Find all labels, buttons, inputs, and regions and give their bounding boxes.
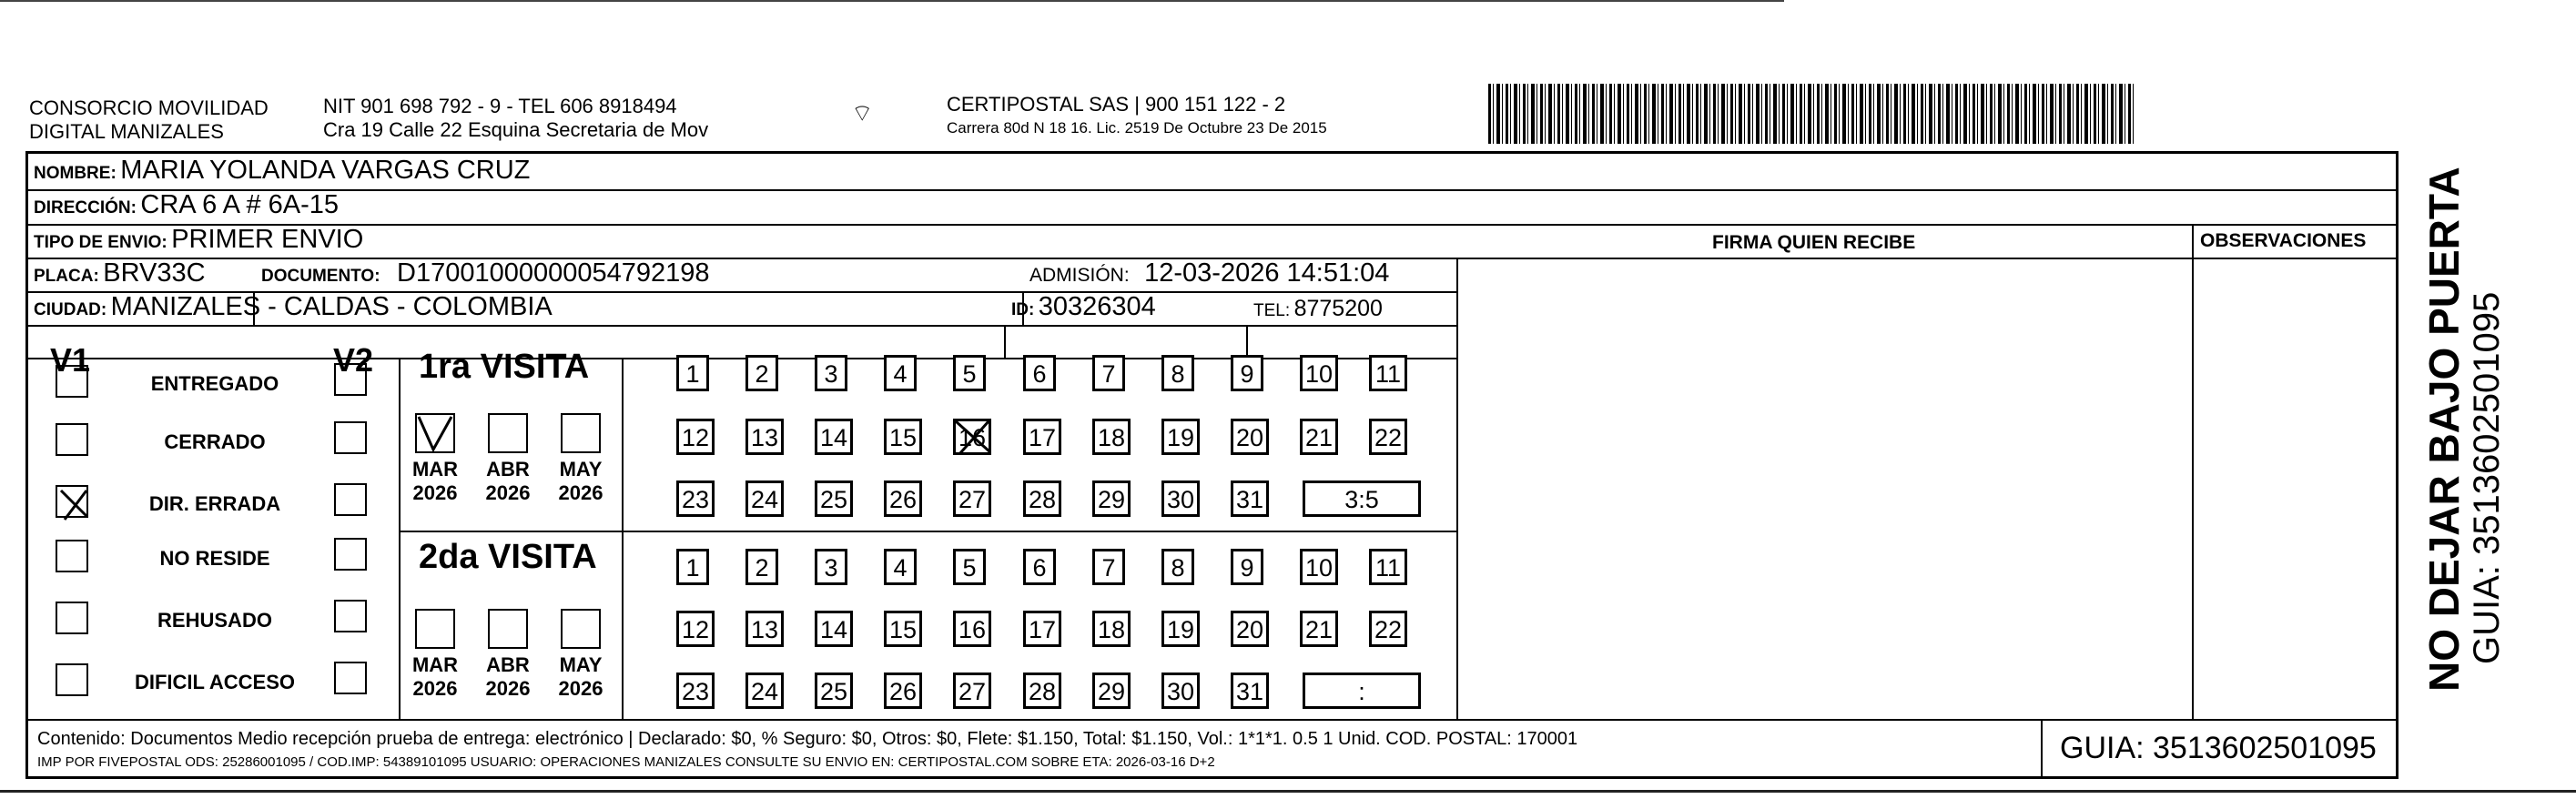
month-name: MAR <box>411 653 459 676</box>
divider <box>2041 719 2043 779</box>
month-label <box>481 458 535 505</box>
month-year: 2026 <box>485 481 531 504</box>
status-v2-checkbox[interactable] <box>334 421 367 454</box>
month-name: MAY <box>559 458 603 480</box>
ciudad-value: MANIZALES - CALDAS - COLOMBIA <box>110 292 553 321</box>
firma-header: FIRMA QUIEN RECIBE <box>1712 232 1916 253</box>
status-label: DIFICIL ACCESO <box>134 671 295 693</box>
nombre-value: MARIA YOLANDA VARGAS CRUZ <box>120 156 531 185</box>
month-label <box>408 653 462 701</box>
status-v1-checkbox[interactable] <box>56 663 88 696</box>
day-box[interactable]: 23 <box>676 673 715 709</box>
day-box[interactable]: 17 <box>1023 419 1061 455</box>
day-box[interactable]: 2 <box>745 549 778 585</box>
day-box[interactable]: 29 <box>1092 673 1131 709</box>
footer-print-info: IMP POR FIVEPOSTAL ODS: 25286001095 / COD.IMP: 54389101095 USUARIO: OPERACIONES MANIZALES CONSULTE SU ENVIO EN: CERTIPOSTAL.COM SOBRE ETA: 2026-03-16 D+2 <box>37 754 1215 770</box>
month-checkbox[interactable] <box>488 609 528 649</box>
divider <box>622 358 624 720</box>
company-line-1: CONSORCIO MOVILIDAD <box>29 96 269 119</box>
placa-row <box>34 258 206 288</box>
tipo-envio-label: TIPO DE ENVIO: <box>34 233 167 252</box>
company-name <box>29 96 269 144</box>
v1-header: V1 <box>50 341 91 379</box>
day-box[interactable]: 2 <box>745 355 778 391</box>
status-label: CERRADO <box>164 430 266 453</box>
divider <box>1004 325 1006 359</box>
company-line-2: DIGITAL MANIZALES <box>29 120 224 143</box>
day-box[interactable]: 14 <box>815 419 853 455</box>
day-box[interactable]: 31 <box>1231 673 1269 709</box>
status-label: DIR. ERRADA <box>148 492 281 515</box>
day-box[interactable]: 21 <box>1300 419 1338 455</box>
day-box[interactable]: 12 <box>676 419 715 455</box>
day-box[interactable]: 19 <box>1161 419 1200 455</box>
status-label: ENTREGADO <box>150 372 279 395</box>
tel-label: TEL: <box>1253 301 1291 320</box>
day-box[interactable]: 8 <box>1161 549 1194 585</box>
day-box[interactable]: 4 <box>884 355 917 391</box>
certipostal-license: Carrera 80d N 18 16. Lic. 2519 De Octubre 23 De 2015 <box>947 119 1327 137</box>
placa-value: BRV33C <box>103 258 206 288</box>
divider <box>28 325 1457 327</box>
day-box[interactable]: 5 <box>953 355 986 391</box>
day-box[interactable]: 13 <box>745 611 784 647</box>
day-box[interactable]: 26 <box>884 673 922 709</box>
day-box[interactable]: 16 <box>953 611 991 647</box>
month-name: ABR <box>486 653 530 676</box>
day-box[interactable]: 3 <box>815 549 847 585</box>
day-box[interactable]: 28 <box>1023 673 1061 709</box>
month-checkbox[interactable] <box>488 413 528 453</box>
nit-line: NIT 901 698 792 - 9 - TEL 606 8918494 <box>323 95 677 117</box>
day-box[interactable]: 18 <box>1092 419 1131 455</box>
ciudad-row <box>34 292 553 322</box>
month-year: 2026 <box>412 481 458 504</box>
month-year: 2026 <box>412 677 458 700</box>
nombre-label: NOMBRE: <box>34 164 117 183</box>
month-checkbox[interactable] <box>561 609 601 649</box>
divider <box>399 358 401 720</box>
day-box[interactable]: 14 <box>815 611 853 647</box>
documento-row <box>261 258 710 288</box>
placa-label: PLACA: <box>34 267 99 286</box>
divider <box>28 224 2399 226</box>
divider <box>399 531 1457 532</box>
tel-value: 8775200 <box>1293 296 1383 321</box>
status-v2-checkbox[interactable] <box>334 600 367 632</box>
address-line: Cra 19 Calle 22 Esquina Secretaria de Mov <box>323 118 709 141</box>
divider <box>28 189 2399 191</box>
status-v1-checkbox[interactable] <box>56 602 88 634</box>
nit-block <box>323 95 708 142</box>
month-label <box>553 458 608 505</box>
day-box[interactable]: 1 <box>676 549 709 585</box>
day-box[interactable]: 10 <box>1300 355 1338 391</box>
day-box[interactable]: 13 <box>745 419 784 455</box>
day-box[interactable]: 9 <box>1231 549 1263 585</box>
time-box[interactable]: 3:5 <box>1303 480 1421 517</box>
certipostal-logo-icon: ⌔ <box>851 99 874 126</box>
month-checkbox[interactable] <box>561 413 601 453</box>
side-guia-number: GUIA: 3513602501095 <box>2467 291 2507 664</box>
documento-label: DOCUMENTO: <box>261 267 380 286</box>
status-v2-checkbox[interactable] <box>334 483 367 516</box>
certipostal-block <box>947 93 1327 140</box>
day-box[interactable]: 11 <box>1369 549 1407 585</box>
day-box[interactable]: 11 <box>1369 355 1407 391</box>
month-name: MAR <box>411 458 459 480</box>
day-box[interactable]: 23 <box>676 480 715 517</box>
barcode <box>1488 84 2135 144</box>
day-box[interactable]: 30 <box>1161 480 1200 517</box>
admision-label: ADMISIÓN: <box>1029 265 1130 286</box>
nombre-row <box>34 156 530 186</box>
day-box[interactable]: 28 <box>1023 480 1061 517</box>
month-checkbox[interactable] <box>415 413 455 453</box>
id-row <box>1011 292 1156 322</box>
top-edge-line <box>0 0 1784 2</box>
day-box[interactable]: 8 <box>1161 355 1194 391</box>
day-box[interactable]: 20 <box>1231 419 1269 455</box>
month-label <box>553 653 608 701</box>
certipostal-line: CERTIPOSTAL SAS | 900 151 122 - 2 <box>947 93 1286 116</box>
day-box[interactable]: 15 <box>884 611 922 647</box>
status-v2-checkbox[interactable] <box>334 538 367 571</box>
observaciones-header: OBSERVACIONES <box>2200 230 2367 251</box>
direccion-label: DIRECCIÓN: <box>34 198 137 217</box>
tipo-envio-value: PRIMER ENVIO <box>171 225 364 254</box>
day-box[interactable]: 12 <box>676 611 715 647</box>
divider <box>28 719 2399 721</box>
month-year: 2026 <box>558 677 603 700</box>
status-v2-checkbox[interactable] <box>334 662 367 694</box>
day-box[interactable]: 29 <box>1092 480 1131 517</box>
id-value: 30326304 <box>1038 292 1156 321</box>
ciudad-label: CIUDAD: <box>34 300 107 319</box>
time-box[interactable]: : <box>1303 673 1421 709</box>
divider <box>2192 224 2194 720</box>
day-box[interactable]: 22 <box>1369 419 1407 455</box>
admision-value: 12-03-2026 14:51:04 <box>1144 258 1390 288</box>
day-box[interactable]: 7 <box>1092 549 1125 585</box>
month-checkbox[interactable] <box>415 609 455 649</box>
day-box[interactable]: 22 <box>1369 611 1407 647</box>
day-box[interactable]: 30 <box>1161 673 1200 709</box>
status-label: NO RESIDE <box>159 547 270 570</box>
day-box[interactable]: 3 <box>815 355 847 391</box>
divider <box>1456 258 1458 720</box>
day-box[interactable]: 27 <box>953 673 991 709</box>
day-box[interactable]: 7 <box>1092 355 1125 391</box>
status-v1-checkbox[interactable] <box>56 540 88 572</box>
day-box[interactable]: 1 <box>676 355 709 391</box>
month-name: MAY <box>559 653 603 676</box>
id-label: ID: <box>1011 300 1035 319</box>
day-box[interactable]: 9 <box>1231 355 1263 391</box>
month-label <box>408 458 462 505</box>
status-v1-checkbox[interactable] <box>56 423 88 456</box>
status-v1-checkbox[interactable] <box>56 485 88 518</box>
delivery-form <box>25 151 2399 779</box>
status-v1-checkbox[interactable] <box>56 365 88 398</box>
guia-number: GUIA: 3513602501095 <box>2060 731 2377 765</box>
day-box[interactable]: 24 <box>745 480 784 517</box>
tel-row <box>1253 296 1383 322</box>
day-box[interactable]: 5 <box>953 549 986 585</box>
day-box[interactable]: 17 <box>1023 611 1061 647</box>
status-label: REHUSADO <box>157 609 272 632</box>
day-box[interactable]: 25 <box>815 673 853 709</box>
divider <box>1246 325 1248 359</box>
admision-row <box>1029 258 1389 288</box>
month-label <box>481 653 535 701</box>
documento-value: D17001000000054792198 <box>397 258 710 288</box>
day-box[interactable]: 24 <box>745 673 784 709</box>
day-box[interactable]: 19 <box>1161 611 1200 647</box>
side-notice <box>2421 127 2507 692</box>
month-year: 2026 <box>485 677 531 700</box>
bottom-edge-line <box>0 790 2576 793</box>
day-box[interactable]: 31 <box>1231 480 1269 517</box>
day-box[interactable]: 6 <box>1023 549 1056 585</box>
tipo-envio-row <box>34 225 363 255</box>
day-box[interactable]: 18 <box>1092 611 1131 647</box>
day-box[interactable]: 21 <box>1300 611 1338 647</box>
day-box[interactable]: 25 <box>815 480 853 517</box>
day-box[interactable]: 26 <box>884 480 922 517</box>
month-name: ABR <box>486 458 530 480</box>
first-visit-title: 1ra VISITA <box>419 348 590 386</box>
day-box[interactable]: 27 <box>953 480 991 517</box>
day-box[interactable]: 16 <box>953 419 991 455</box>
day-box[interactable]: 4 <box>884 549 917 585</box>
month-year: 2026 <box>558 481 603 504</box>
day-box[interactable]: 15 <box>884 419 922 455</box>
direccion-row <box>34 190 339 220</box>
direccion-value: CRA 6 A # 6A-15 <box>140 190 340 219</box>
no-dejar-bajo-puerta: NO DEJAR BAJO PUERTA <box>2420 167 2468 692</box>
v2-header: V2 <box>333 341 374 379</box>
day-box[interactable]: 6 <box>1023 355 1056 391</box>
second-visit-title: 2da VISITA <box>419 538 597 576</box>
day-box[interactable]: 10 <box>1300 549 1338 585</box>
status-v2-checkbox[interactable] <box>334 363 367 396</box>
day-box[interactable]: 20 <box>1231 611 1269 647</box>
footer-contents: Contenido: Documentos Medio recepción prueba de entrega: electrónico | Declarado: $0, % Seguro: $0, Otros: $0, Flete: $1.150, Total: $1.150, Vol.: 1*1*1. 0.5 1 Unid. COD. POSTAL: 170001 <box>37 729 1578 749</box>
